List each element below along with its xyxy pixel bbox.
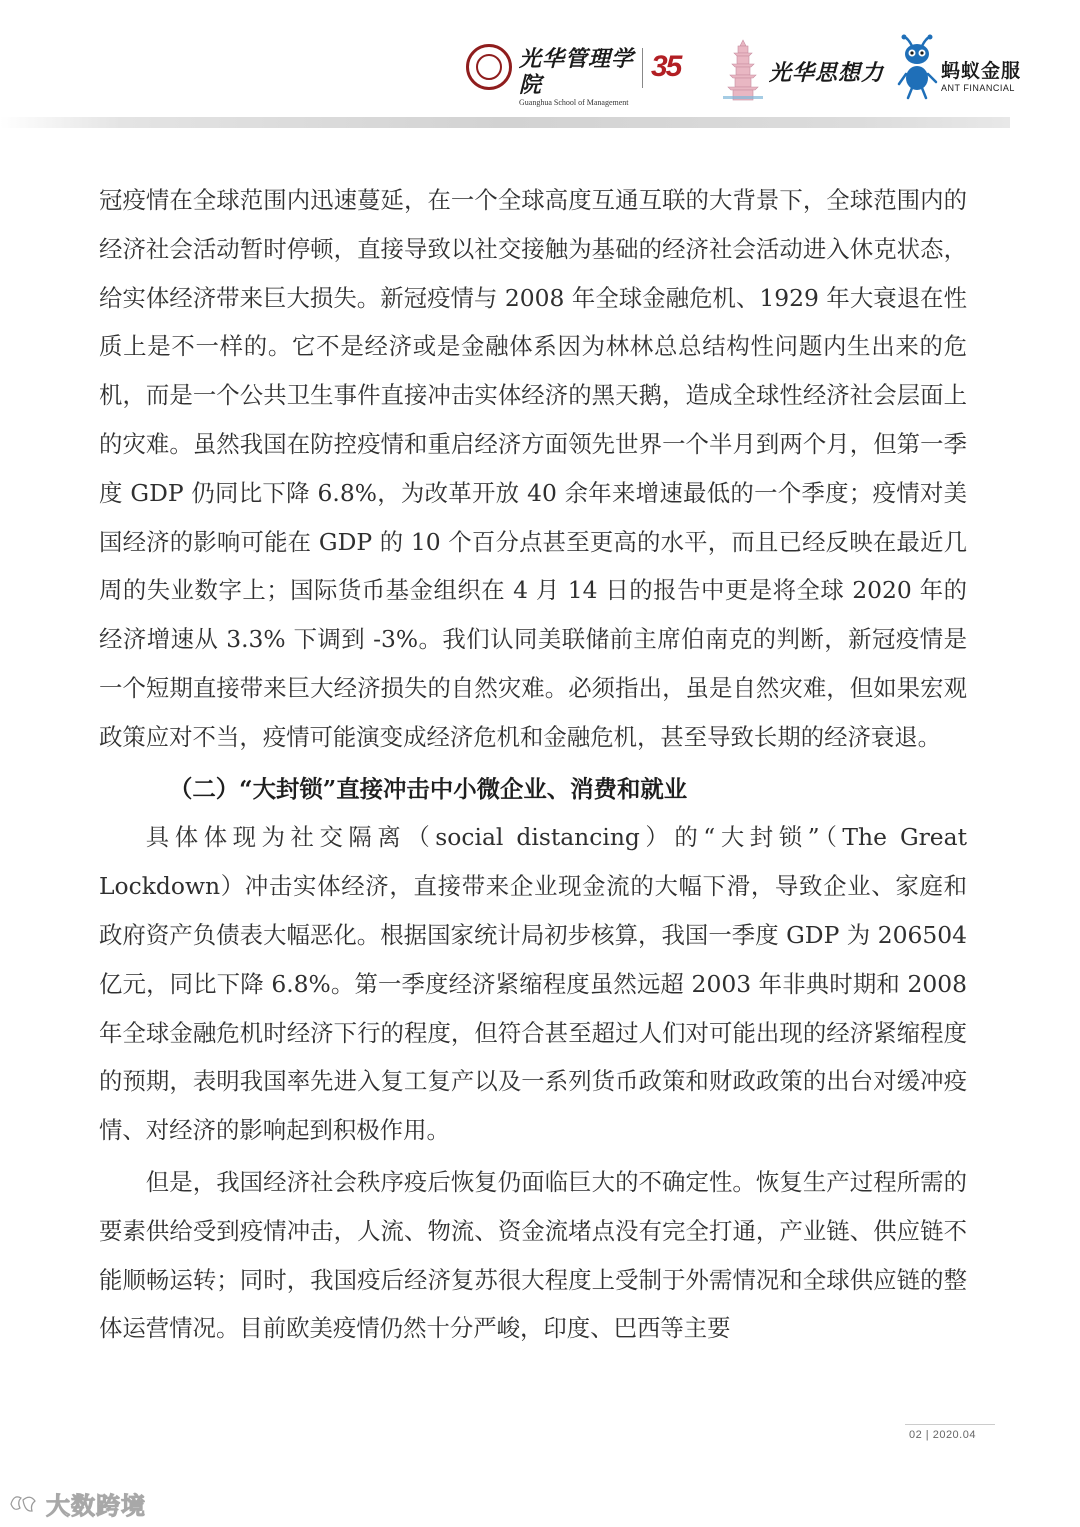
ant-mascot-icon xyxy=(896,34,940,100)
body-paragraph-1: 冠疫情在全球范围内迅速蔓延，在一个全球高度互通互联的大背景下，全球范围内的经济社会活动暂时停顿，直接导致以社交接触为基础的经济社会活动进入休克状态，给实体经济带来巨大损失。新冠疫情与 2008 年全球金融危机、1929 年大衰退在性质上是不一样的。它不是经济或是金融体系因为林林总总结构性问题内生出来的危机，而是一个公共卫生事件直接冲击实体经济的黑天鹅，造成全球性经济社会层面上的灾难。虽然我国在防控疫情和重启经济方面领先世界一个半月到两个月，但第一季度 GDP 仍同比下降 6.8%，为改革开放 40 余年来增速最低的一个季度；疫情对美国经济的影响可能在 GDP 的 10 个百分点甚至更高的水平，而且已经反映在最近几周的失业数字上；国际货币基金组织在 4 月 14 日的报告中更是将全球 2020 年的经济增速从 3.3% 下调到 -3%。我们认同美联储前主席伯南克的判断，新冠疫情是一个短期直接带来巨大经济损失的自然灾难。必须指出，虽是自然灾难，但如果宏观政策应对不当，疫情可能演变成经济危机和金融危机，甚至导致长期的经济衰退。 xyxy=(99,186,967,751)
logo-divider xyxy=(642,48,643,88)
pagoda-icon xyxy=(723,38,763,102)
document-body xyxy=(99,176,967,1353)
ant-financial-logo-cn: 蚂蚁金服 xyxy=(941,60,1022,82)
peking-university-seal-icon xyxy=(466,44,512,90)
page-header xyxy=(0,0,1080,130)
watermark-text: 大数跨境 xyxy=(46,1491,146,1520)
watermark xyxy=(8,1488,146,1518)
ant-financial-logo xyxy=(941,60,1021,94)
page-number-footer: 02 | 2020.04 xyxy=(909,1429,976,1441)
guanghua-thought-logo: 光华思想力 xyxy=(769,60,885,86)
watermark-logo-icon xyxy=(8,1492,38,1514)
section-heading: （二）“大封锁”直接冲击中小微企业、消费和就业 xyxy=(169,774,688,803)
body-paragraph-3: 但是，我国经济社会秩序疫后恢复仍面临巨大的不确定性。恢复生产过程所需的要素供给受到疫情冲击，人流、物流、资金流堵点没有完全打通，产业链、供应链不能顺畅运转；同时，我国疫后经济复苏很大程度上受制于外需情况和全球供应链的整体运营情况。目前欧美疫情仍然十分严峻，印度、巴西等主要 xyxy=(99,1167,967,1343)
body-paragraph-2: 具体体现为社交隔离（social distancing）的“大封锁”（The Great Lockdown）冲击实体经济，直接带来企业现金流的大幅下滑，导致企业、家庭和政府资产负债表大幅恶化。根据国家统计局初步核算，我国一季度 GDP 为 206504 亿元，同比下降 6.8%。第一季度经济紧缩程度虽然远超 2003 年非典时期和 2008 年全球金融危机时经济下行的程度，但符合甚至超过人们对可能出现的经济紧缩程度的预期，表明我国率先进入复工复产以及一系列货币政策和财政政策的出台对缓冲疫情、对经济的影响起到积极作用。 xyxy=(99,823,967,1145)
ant-financial-logo-en: ANT FINANCIAL xyxy=(941,83,1015,93)
anniversary-35-logo: 35 xyxy=(651,50,681,83)
header-divider xyxy=(0,117,1010,128)
guanghua-logo-cn: 光华管理学院 xyxy=(519,46,635,98)
guanghua-logo-en: Guanghua School of Management xyxy=(519,98,629,107)
guanghua-logo xyxy=(519,46,639,108)
footer-divider xyxy=(905,1424,995,1425)
